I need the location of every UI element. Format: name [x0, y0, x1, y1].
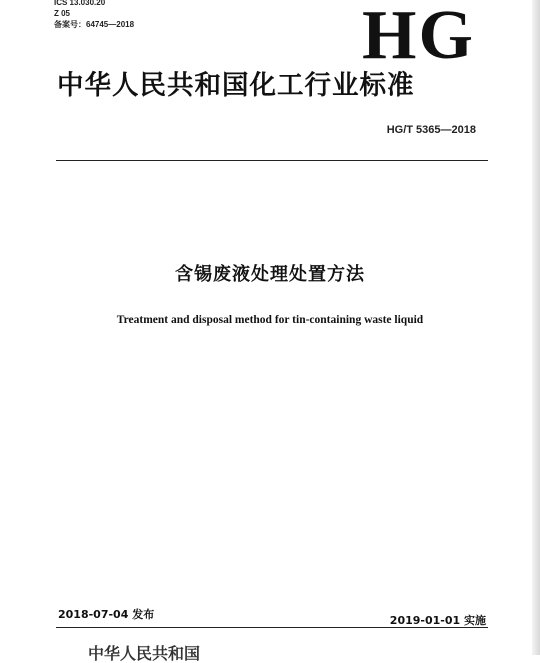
document-title-chinese: 含锡废液处理处置方法 [175, 264, 365, 285]
standard-number: HG/T 5365—2018 [386, 124, 476, 136]
publish-date: 2018-07-04 发布 [58, 608, 155, 621]
document-title-english: Treatment and disposal method for tin-containing waste liquid [116, 314, 424, 326]
standard-type-heading: 中华人民共和国化工行业标准 [57, 70, 415, 101]
hg-logo: HG [362, 0, 475, 74]
ics-code: ICS 13.030.20 [54, 0, 106, 7]
classification-block [54, 0, 134, 30]
issuer-partial-text: 中华人民共和国 [88, 644, 201, 663]
record-number: 备案号：64745—2018 [54, 20, 135, 29]
ccs-code: Z 05 [54, 9, 71, 18]
bottom-divider [56, 627, 488, 628]
page-edge-shadow [532, 0, 540, 655]
implement-date: 2019-01-01 实施 [389, 614, 486, 627]
top-divider [56, 160, 488, 161]
